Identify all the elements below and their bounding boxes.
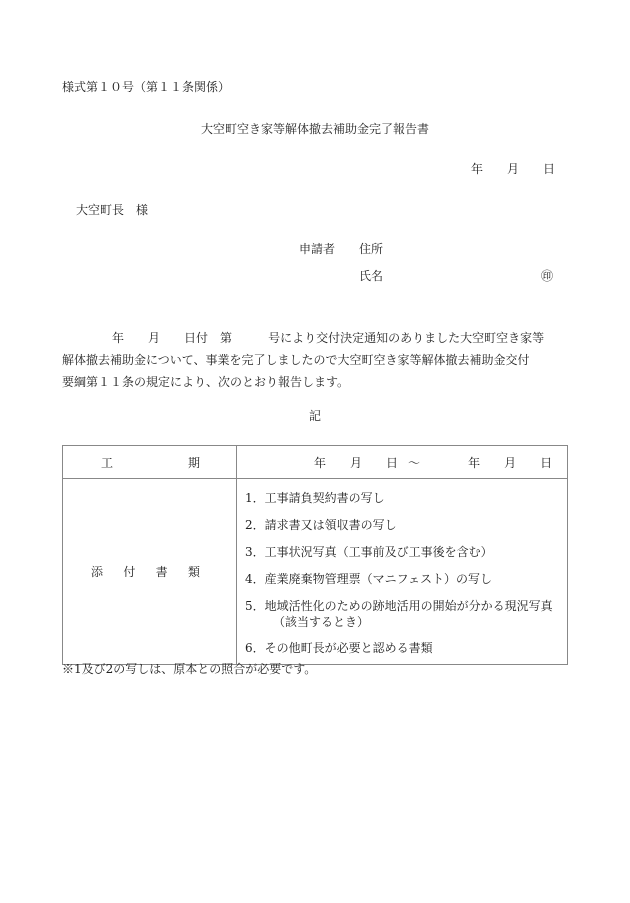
attachment-item: 6．その他町長が必要と認める書類 (245, 641, 433, 655)
attachment-item: 5．地域活性化のための跡地活用の開始が分かる現況写真 （該当するとき） (245, 599, 553, 629)
attachments-list-cell (237, 479, 568, 665)
period-label-cell: 工 期 (63, 446, 237, 479)
attachment-item: 3．工事状況写真（工事前及び工事後を含む） (245, 545, 493, 559)
attachment-item: 4．産業廃棄物管理票（マニフェスト）の写し (245, 572, 493, 586)
attachments-list (237, 479, 567, 664)
name-label: 氏名 (359, 269, 384, 283)
date-month-label: 月 (507, 162, 520, 176)
period-row (63, 446, 568, 479)
body-line-2: 解体撤去補助金について、事業を完了しましたので大空町空き家等解体撤去補助金交付 (62, 353, 530, 367)
footnote: ※1及び2の写しは、原本との照合が必要です。 (62, 662, 317, 676)
applicant-label: 申請者 (299, 242, 336, 256)
body-paragraph (62, 327, 572, 393)
document-title: 大空町空き家等解体撤去補助金完了報告書 (200, 122, 429, 136)
attachment-item: 1．工事請負契約書の写し (245, 491, 385, 505)
attachment-item: 2．請求書又は領収書の写し (245, 518, 397, 532)
ki-heading: 記 (308, 409, 321, 423)
address-label: 住所 (359, 242, 384, 256)
attachments-label-cell: 添 付 書 類 (63, 479, 237, 665)
form-number: 様式第１０号（第１１条関係） (62, 80, 231, 94)
date-day-label: 日 (543, 162, 556, 176)
body-line-1: 年 月 日付 第 号により交付決定通知のありました大空町空き家等 (112, 331, 545, 345)
report-table (62, 445, 568, 665)
seal-mark: ㊞ (541, 269, 554, 283)
addressee: 大空町長 様 (76, 203, 149, 217)
attachments-row (63, 479, 568, 665)
date-year-label: 年 (471, 162, 484, 176)
body-line-3: 要綱第１１条の規定により、次のとおり報告します。 (62, 375, 350, 389)
period-value-cell: 年 月 日 ～ 年 月 日 (237, 446, 568, 479)
